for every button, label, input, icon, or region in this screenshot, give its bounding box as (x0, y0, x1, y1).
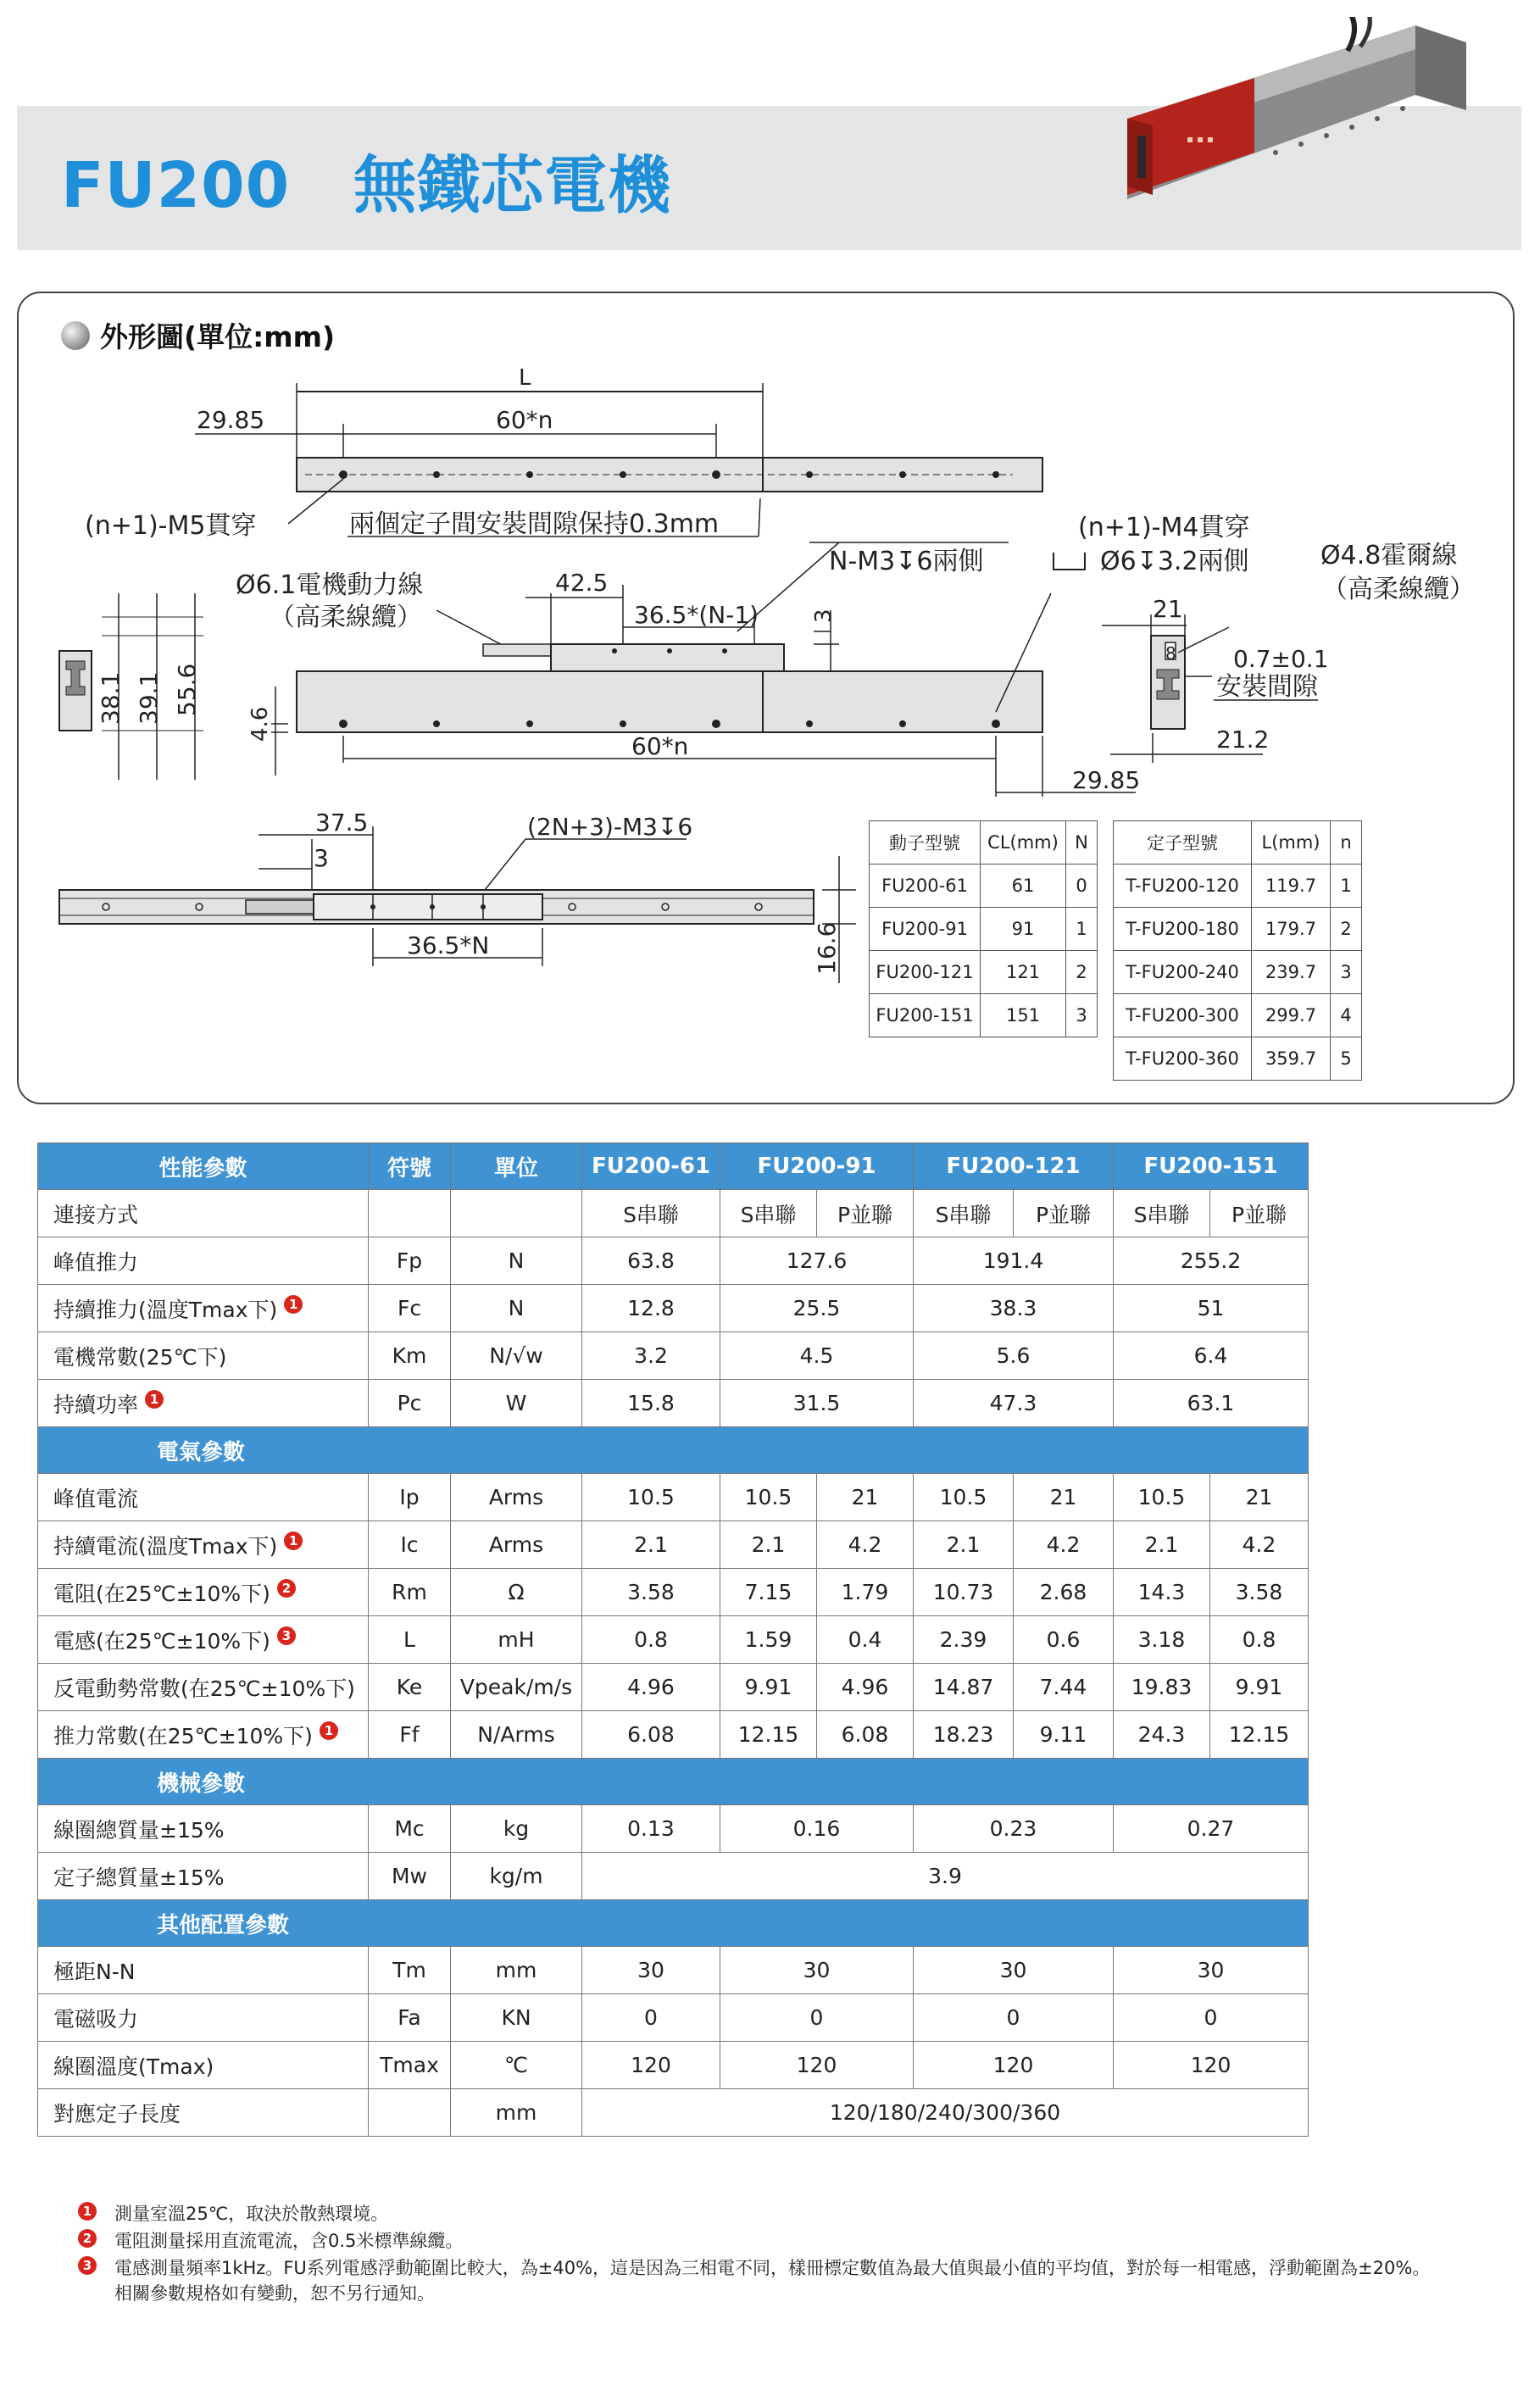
conn-cell: P並聯 (1210, 1190, 1309, 1237)
sym-cell: Ff (369, 1711, 451, 1759)
unit-cell: Arms (451, 1521, 582, 1569)
sym-cell: Mw (369, 1853, 451, 1900)
row-label (38, 1711, 369, 1759)
stator-cell: 2 (1331, 908, 1362, 951)
value-cell: 47.3 (914, 1380, 1114, 1427)
value-cell: 0 (720, 1994, 914, 2042)
value-cell: 3.18 (1114, 1616, 1210, 1664)
footnote-text: 電感測量頻率1kHz。FU系列電感浮動範圍比較大，為±40%，這是因為三相電不同，樣冊標定數值為最大值與最小值的平均值，對於每一相電感，浮動範圍為±20%。 (114, 2258, 1431, 2278)
row-label-text: 電感(在25℃±10%下) (53, 1628, 270, 1654)
unit-cell: mH (451, 1616, 582, 1664)
sym-cell: Tm (369, 1947, 451, 1994)
value-cell: 30 (914, 1947, 1114, 1994)
sym-cell: Pc (369, 1380, 451, 1427)
footnote-marker: 3 (78, 2256, 97, 2275)
value-cell: 0.23 (914, 1805, 1114, 1853)
value-cell: 120 (1114, 2042, 1309, 2089)
value-cell: 63.8 (582, 1237, 720, 1285)
motor-logo-text: ▪ ▪ ▪ (1187, 133, 1215, 145)
perf-rows (38, 1237, 1309, 1427)
footnote-marker: 1 (284, 1295, 303, 1314)
row-label-text: 電機常數(25℃下) (53, 1344, 227, 1370)
value-cell: 14.87 (914, 1664, 1014, 1711)
value-cell: 6.08 (582, 1711, 720, 1759)
th-param: 性能參數 (38, 1143, 369, 1190)
row-label (38, 1805, 369, 1853)
value-cell: 4.2 (817, 1521, 914, 1569)
value-cell: 18.23 (914, 1711, 1014, 1759)
conn-cell: S串聯 (914, 1190, 1014, 1237)
sym-cell: Fc (369, 1285, 451, 1332)
mover-cell: FU200-151 (870, 994, 981, 1037)
footnote-marker: 2 (277, 1579, 296, 1598)
value-cell: 0 (914, 1994, 1114, 2042)
value-cell: 3.9 (582, 1853, 1309, 1900)
value-cell: 19.83 (1114, 1664, 1210, 1711)
row-label: 定子總質量±15% (38, 1853, 369, 1900)
value-cell: 4.96 (817, 1664, 914, 1711)
label-gap: 兩個定子間安裝間隙保持0.3mm (349, 509, 720, 539)
value-cell: 4.2 (1014, 1521, 1114, 1569)
value-cell: 9.11 (1014, 1711, 1114, 1759)
row-label: 連接方式 (38, 1190, 369, 1237)
row-label (38, 1285, 369, 1332)
drawing-title-text: 外形圖(單位:mm) (100, 320, 336, 353)
elec-rows (38, 1474, 1309, 1759)
value-cell: 120 (582, 2042, 720, 2089)
row-label-text: 線圈溫度(Tmax) (53, 2054, 214, 2079)
value-cell: 25.5 (720, 1285, 914, 1332)
unit-cell: N/√w (451, 1332, 582, 1380)
sym-cell: Mc (369, 1805, 451, 1853)
stator-cell: 3 (1331, 951, 1362, 994)
conn-cell: S串聯 (720, 1190, 817, 1237)
value-cell: 21 (817, 1474, 914, 1521)
stator-table (1113, 820, 1362, 1081)
value-cell: 6.08 (817, 1711, 914, 1759)
sym-cell: Fp (369, 1237, 451, 1285)
value-cell: 10.5 (914, 1474, 1014, 1521)
row-label-text: 電磁吸力 (53, 2006, 139, 2032)
row-label (38, 1664, 369, 1711)
label-hall-b: （高柔線纜） (1322, 575, 1475, 604)
value-cell: 3.2 (582, 1332, 720, 1380)
value-cell: 6.4 (1114, 1332, 1309, 1380)
conn-cell: S串聯 (582, 1190, 720, 1237)
value-cell: 12.15 (720, 1711, 817, 1759)
row-label-text: 極距N-N (53, 1959, 136, 1984)
row-label (38, 1380, 369, 1427)
dim-21: 21 (1153, 595, 1183, 623)
value-cell: 21 (1210, 1474, 1309, 1521)
label-m4-a: (n+1)-M4貫穿 (1078, 513, 1250, 542)
row-label (38, 1569, 369, 1616)
stator-th-model: 定子型號 (1114, 821, 1252, 864)
value-cell: 51 (1114, 1285, 1309, 1332)
dim-0.7: 0.7±0.1 (1233, 645, 1329, 673)
label-inst-gap: 安裝間隙 (1216, 672, 1318, 702)
stator-cell: 5 (1331, 1037, 1362, 1081)
dim-L: L (519, 365, 531, 391)
stator-cell: 179.7 (1252, 908, 1331, 951)
stator-cell: 119.7 (1252, 864, 1331, 908)
row-label (38, 1237, 369, 1285)
dim-16.6: 16.6 (813, 921, 841, 975)
unit-cell: N/Arms (451, 1711, 582, 1759)
value-cell: 21 (1014, 1474, 1114, 1521)
footnote-marker: 1 (284, 1532, 303, 1550)
section-other: 其他配置參數 (38, 1900, 1309, 1947)
value-cell: 0 (582, 1994, 720, 2042)
mover-cell: 91 (981, 908, 1066, 951)
value-cell: 15.8 (582, 1380, 720, 1427)
footnote-marker: 1 (78, 2202, 97, 2221)
row-label (38, 1994, 369, 2042)
mover-cell: 121 (981, 951, 1066, 994)
footnote-marker: 2 (78, 2229, 97, 2248)
empty-cell (451, 1190, 582, 1237)
mover-cell: 0 (1066, 864, 1098, 908)
conn-cell: P並聯 (1014, 1190, 1114, 1237)
conn-cell: P並聯 (817, 1190, 914, 1237)
section-electrical: 電氣參數 (38, 1427, 1309, 1474)
label-m3: N-M3↧6兩側 (829, 547, 984, 576)
dim-39.1: 39.1 (135, 671, 163, 725)
unit-cell: kg (451, 1805, 582, 1853)
dim-36.5n: 36.5*N (407, 931, 490, 959)
row-label (38, 1474, 369, 1521)
row-label (38, 2042, 369, 2089)
value-cell: 4.96 (582, 1664, 720, 1711)
th-model-151: FU200-151 (1114, 1143, 1309, 1190)
stator-cell: T-FU200-300 (1114, 994, 1252, 1037)
label-power-b: （高柔線纜） (270, 603, 422, 632)
sym-cell: Rm (369, 1569, 451, 1616)
row-label-text: 峰值推力 (53, 1249, 139, 1275)
page-title: FU200 無鐵芯電機 (61, 149, 672, 222)
value-cell: 24.3 (1114, 1711, 1210, 1759)
value-cell: 12.8 (582, 1285, 720, 1332)
dim-3: 3 (811, 609, 837, 623)
value-cell: 30 (1114, 1947, 1309, 1994)
dim-4.6: 4.6 (247, 706, 273, 742)
unit-cell: KN (451, 1994, 582, 2042)
value-cell: 12.15 (1210, 1711, 1309, 1759)
unit-cell: ℃ (451, 2042, 582, 2089)
value-cell: 2.1 (1114, 1521, 1210, 1569)
dim-60n-bot: 60*n (631, 732, 689, 760)
value-cell: 10.5 (1114, 1474, 1210, 1521)
value-cell: 2.1 (914, 1521, 1014, 1569)
value-cell: 9.91 (1210, 1664, 1309, 1711)
footnote-marker: 3 (277, 1626, 296, 1645)
footnote-marker: 1 (145, 1390, 164, 1409)
mover-th-cl: CL(mm) (981, 821, 1066, 864)
th-model-61: FU200-61 (582, 1143, 720, 1190)
mover-cell: 61 (981, 864, 1066, 908)
value-cell: 7.15 (720, 1569, 817, 1616)
dim-42.5: 42.5 (555, 569, 609, 597)
value-cell: 0.13 (582, 1805, 720, 1853)
value-cell: 255.2 (1114, 1237, 1309, 1285)
value-cell: 1.59 (720, 1616, 817, 1664)
footnote-text: 電阻測量採用直流電流，含0.5米標準線纜。 (114, 2231, 464, 2251)
value-cell: 0 (1114, 1994, 1309, 2042)
value-cell: 0.4 (817, 1616, 914, 1664)
sym-cell: Tmax (369, 2042, 451, 2089)
stator-th-n: n (1331, 821, 1362, 864)
sym-cell: Km (369, 1332, 451, 1380)
unit-cell: kg/m (451, 1853, 582, 1900)
unit-cell: W (451, 1380, 582, 1427)
mover-cell: FU200-91 (870, 908, 981, 951)
dim-37.5: 37.5 (315, 809, 369, 837)
value-cell: 4.5 (720, 1332, 914, 1380)
value-cell: 1.79 (817, 1569, 914, 1616)
row-label: 對應定子長度 (38, 2089, 369, 2137)
row-label-text: 持續電流(溫度Tmax下) (53, 1533, 278, 1559)
row-label (38, 1947, 369, 1994)
value-cell: 0.6 (1014, 1616, 1114, 1664)
value-cell: 10.5 (720, 1474, 817, 1521)
unit-cell: mm (451, 1947, 582, 1994)
value-cell: 63.1 (1114, 1380, 1309, 1427)
dim-3b: 3 (314, 844, 329, 872)
mover-cell: 3 (1066, 994, 1098, 1037)
value-cell: 31.5 (720, 1380, 914, 1427)
value-cell: 30 (720, 1947, 914, 1994)
row-label-text: 線圈總質量±15% (53, 1817, 225, 1843)
th-symbol: 符號 (369, 1143, 451, 1190)
value-cell: 2.1 (720, 1521, 817, 1569)
value-cell: 30 (582, 1947, 720, 1994)
other-rows (38, 1947, 1309, 2089)
conn-cell: S串聯 (1114, 1190, 1210, 1237)
stator-th-l: L(mm) (1252, 821, 1331, 864)
mover-th-model: 動子型號 (870, 821, 981, 864)
value-cell: 3.58 (582, 1569, 720, 1616)
mover-table (869, 820, 1098, 1037)
empty-cell (369, 1190, 451, 1237)
value-cell: 14.3 (1114, 1569, 1210, 1616)
value-cell: 0.27 (1114, 1805, 1309, 1853)
sym-cell: Fa (369, 1994, 451, 2042)
value-cell: 4.2 (1210, 1521, 1309, 1569)
value-cell: 2.39 (914, 1616, 1014, 1664)
label-power-a: Ø6.1電機動力線 (236, 570, 424, 600)
row-label-text: 電阻(在25℃±10%下) (53, 1581, 270, 1606)
value-cell: 10.5 (582, 1474, 720, 1521)
row-label (38, 1521, 369, 1569)
value-cell: 38.3 (914, 1285, 1114, 1332)
mover-th-n: N (1066, 821, 1098, 864)
mover-cell: 1 (1066, 908, 1098, 951)
unit-cell: Ω (451, 1569, 582, 1616)
row-label-text: 持續功率 (53, 1392, 139, 1417)
value-cell: 2.68 (1014, 1569, 1114, 1616)
sym-cell: Ip (369, 1474, 451, 1521)
parameter-table (37, 1142, 1309, 2137)
stator-cell: T-FU200-120 (1114, 864, 1252, 908)
dim-29.85-bot: 29.85 (1072, 766, 1141, 794)
mover-cell: 2 (1066, 951, 1098, 994)
section-mechanical: 機械參數 (38, 1759, 1309, 1805)
row-label-text: 持續推力(溫度Tmax下) (53, 1297, 278, 1322)
label-m3b: (2N+3)-M3↧6 (527, 813, 693, 841)
dim-29.85-top: 29.85 (197, 406, 265, 434)
mech-rows (38, 1805, 1309, 1853)
row-label-text: 推力常數(在25℃±10%下) (53, 1723, 313, 1748)
footnote-marker: 1 (320, 1721, 338, 1740)
unit-cell: Arms (451, 1474, 582, 1521)
row-label-text: 峰值電流 (53, 1486, 139, 1511)
value-cell: 5.6 (914, 1332, 1114, 1380)
label-m5: (n+1)-M5貫穿 (85, 511, 257, 541)
value-cell: 10.73 (914, 1569, 1014, 1616)
stator-cell: 359.7 (1252, 1037, 1331, 1081)
th-model-121: FU200-121 (914, 1143, 1114, 1190)
label-m4-b: Ø6↧3.2兩側 (1100, 547, 1249, 576)
footnote-text: 測量室溫25℃，取決於散熱環境。 (114, 2204, 389, 2224)
stator-cell: T-FU200-180 (1114, 908, 1252, 951)
value-cell: 3.58 (1210, 1569, 1309, 1616)
unit-cell: Vpeak/m/s (451, 1664, 582, 1711)
value-cell: 120 (914, 2042, 1114, 2089)
unit-cell: mm (451, 2089, 582, 2137)
mover-cell: FU200-61 (870, 864, 981, 908)
row-label (38, 1616, 369, 1664)
dim-21.2: 21.2 (1216, 726, 1270, 753)
label-hall-a: Ø4.8霍爾線 (1320, 541, 1458, 570)
dim-55.6: 55.6 (173, 663, 201, 716)
row-label (38, 1332, 369, 1380)
value-cell: 0.8 (1210, 1616, 1309, 1664)
value-cell: 120/180/240/300/360 (582, 2089, 1309, 2137)
dim-36.5-n-1: 36.5*(N-1) (634, 601, 759, 629)
th-model-91: FU200-91 (720, 1143, 914, 1190)
value-cell: 191.4 (914, 1237, 1114, 1285)
value-cell: 0.8 (582, 1616, 720, 1664)
mover-cell: 151 (981, 994, 1066, 1037)
dim-38.1: 38.1 (97, 671, 125, 725)
stator-cell: 4 (1331, 994, 1362, 1037)
stator-cell: T-FU200-360 (1114, 1037, 1252, 1081)
sym-cell (369, 2089, 451, 2137)
dim-8: 8 (1165, 643, 1176, 664)
value-cell: 2.1 (582, 1521, 720, 1569)
value-cell: 7.44 (1014, 1664, 1114, 1711)
value-cell: 9.91 (720, 1664, 817, 1711)
value-cell: 120 (720, 2042, 914, 2089)
value-cell: 127.6 (720, 1237, 914, 1285)
th-unit: 單位 (451, 1143, 582, 1190)
stator-cell: 299.7 (1252, 994, 1331, 1037)
stator-cell: 1 (1331, 864, 1362, 908)
footnote-text: 相關參數規格如有變動，恕不另行通知。 (114, 2283, 435, 2304)
sym-cell: L (369, 1616, 451, 1664)
dim-60n-top: 60*n (496, 406, 553, 434)
sym-cell: Ic (369, 1521, 451, 1569)
unit-cell: N (451, 1237, 582, 1285)
value-cell: 0.16 (720, 1805, 914, 1853)
unit-cell: N (451, 1285, 582, 1332)
sym-cell: Ke (369, 1664, 451, 1711)
mover-cell: FU200-121 (870, 951, 981, 994)
stator-cell: 239.7 (1252, 951, 1331, 994)
stator-cell: T-FU200-240 (1114, 951, 1252, 994)
row-label-text: 反電動勢常數(在25℃±10%下) (53, 1676, 355, 1701)
